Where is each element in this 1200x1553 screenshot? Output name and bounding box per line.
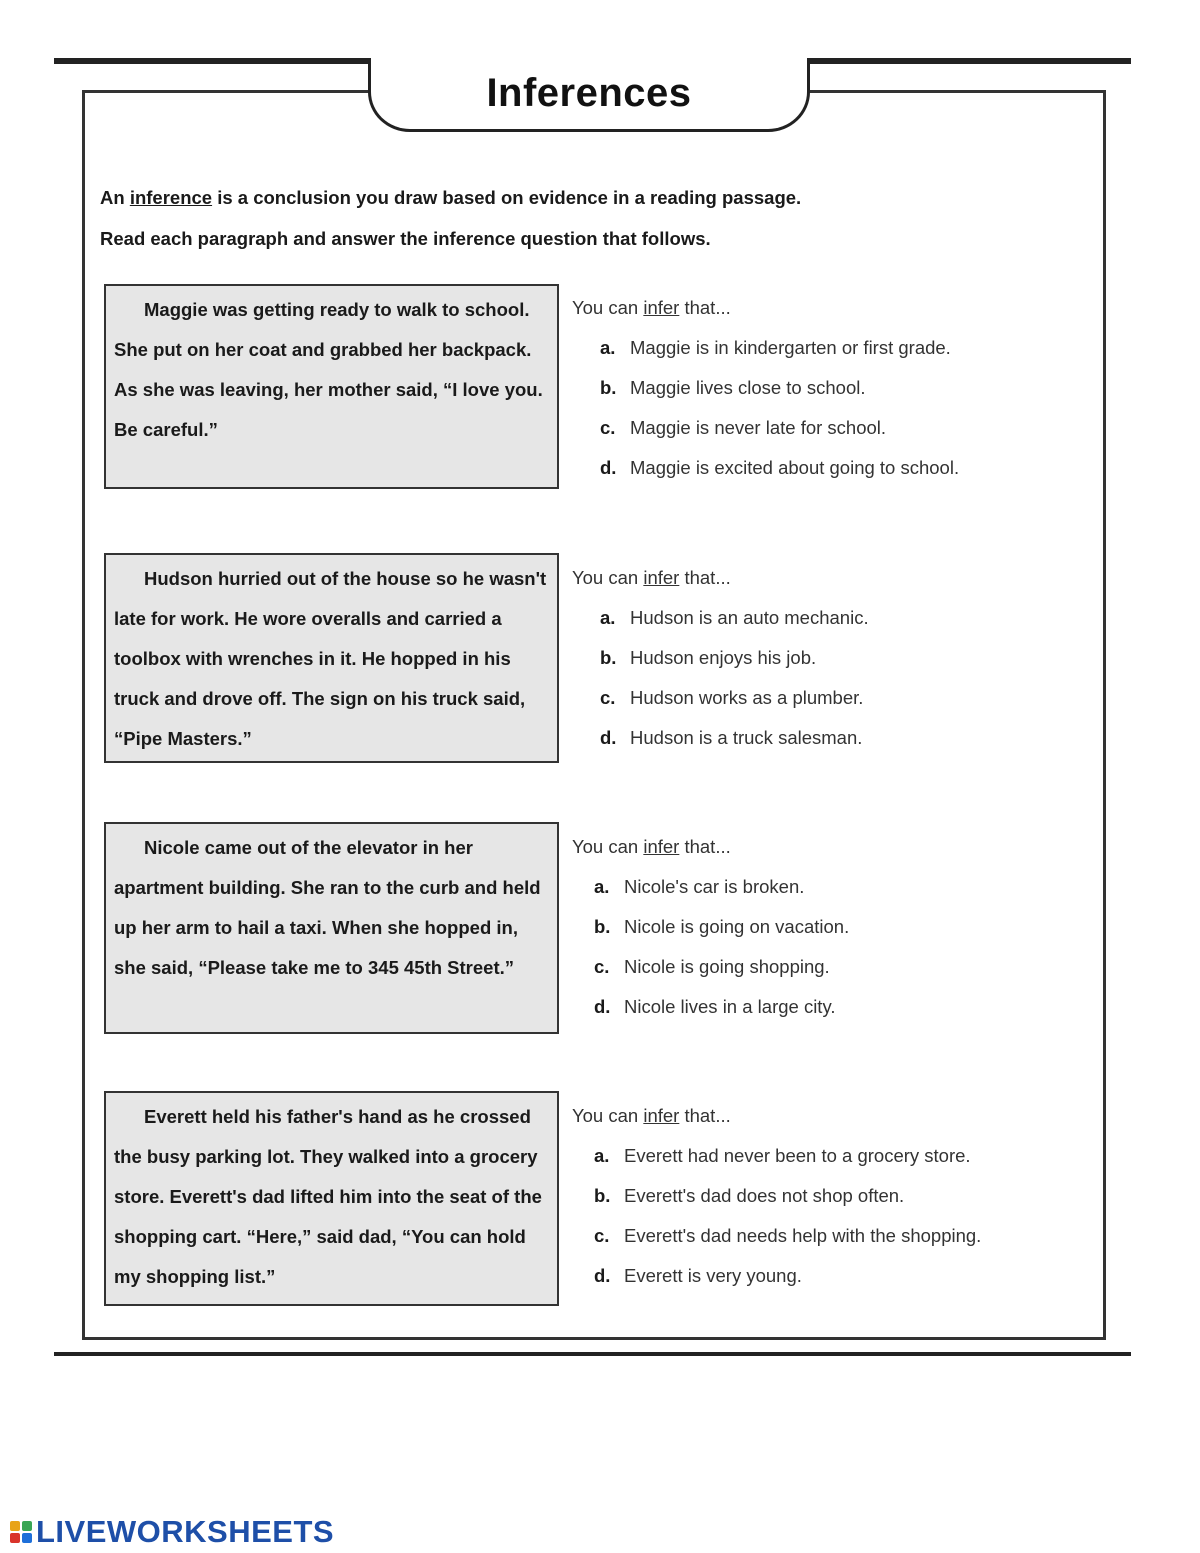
passage-text: Nicole came out of the elevator in her apartment building. She ran to the curb and held up her arm to hail a taxi. When she hopped in, she said, “Please take me to 345 45th Street.” xyxy=(114,837,541,978)
question-block-1 xyxy=(572,288,1092,488)
brand-name: LIVEWORKSHEETS xyxy=(36,1514,335,1549)
answer-option-c[interactable]: c. Nicole is going shopping. xyxy=(594,956,830,977)
answer-option-d[interactable]: d. Nicole lives in a large city. xyxy=(594,996,836,1017)
answer-option-b[interactable]: b. Maggie lives close to school. xyxy=(600,377,866,398)
liveworksheets-logo-icon xyxy=(10,1521,32,1543)
answer-option-a[interactable]: a. Nicole's car is broken. xyxy=(594,876,805,897)
passage-box-3 xyxy=(104,822,559,1034)
question-block-3 xyxy=(572,827,1092,1027)
title-banner xyxy=(368,58,810,132)
answer-option-c[interactable]: c. Hudson works as a plumber. xyxy=(600,687,864,708)
answer-option-a[interactable]: a. Hudson is an auto mechanic. xyxy=(600,607,869,628)
question-block-2 xyxy=(572,558,1092,758)
passage-box-4 xyxy=(104,1091,559,1306)
passage-box-2 xyxy=(104,553,559,763)
answer-option-d[interactable]: d. Everett is very young. xyxy=(594,1265,802,1286)
question-block-4 xyxy=(572,1096,1092,1296)
bottom-rule xyxy=(54,1352,1131,1356)
question-prompt: You can infer that... xyxy=(572,297,731,318)
intro-definition: An inference is a conclusion you draw based on evidence in a reading passage. xyxy=(100,187,802,208)
page-title: Inferences xyxy=(486,71,692,115)
answer-option-a[interactable]: a. Maggie is in kindergarten or first grade. xyxy=(600,337,951,358)
intro-instructions: Read each paragraph and answer the inference question that follows. xyxy=(100,228,711,249)
question-prompt: You can infer that... xyxy=(572,1105,731,1126)
answer-option-c[interactable]: c. Maggie is never late for school. xyxy=(600,417,887,438)
answer-option-b[interactable]: b. Everett's dad does not shop often. xyxy=(594,1185,905,1206)
liveworksheets-brand[interactable] xyxy=(10,1512,334,1552)
answer-option-c[interactable]: c. Everett's dad needs help with the shopping. xyxy=(594,1225,982,1246)
passage-text: Maggie was getting ready to walk to school. She put on her coat and grabbed her backpack. As she was leaving, her mother said, “I love you. Be careful.” xyxy=(114,299,543,440)
answer-option-a[interactable]: a. Everett had never been to a grocery store. xyxy=(594,1145,971,1166)
inference-term: inference xyxy=(129,187,213,208)
answer-option-b[interactable]: b. Hudson enjoys his job. xyxy=(600,647,817,668)
passage-text: Hudson hurried out of the house so he wasn't late for work. He wore overalls and carried a toolbox with wrenches in it. He hopped in his truck and drove off. The sign on his truck said, “Pipe Masters.” xyxy=(114,568,547,749)
question-prompt: You can infer that... xyxy=(572,836,731,857)
passage-text: Everett held his father's hand as he crossed the busy parking lot. They walked into a grocery store. Everett's dad lifted him into the seat of the shopping cart. “Here,” said dad, “You can hold my shopping list.” xyxy=(114,1106,542,1287)
answer-option-b[interactable]: b. Nicole is going on vacation. xyxy=(594,916,850,937)
answer-option-d[interactable]: d. Maggie is excited about going to school. xyxy=(600,457,960,478)
answer-option-d[interactable]: d. Hudson is a truck salesman. xyxy=(600,727,863,748)
question-prompt: You can infer that... xyxy=(572,567,731,588)
passage-box-1 xyxy=(104,284,559,489)
